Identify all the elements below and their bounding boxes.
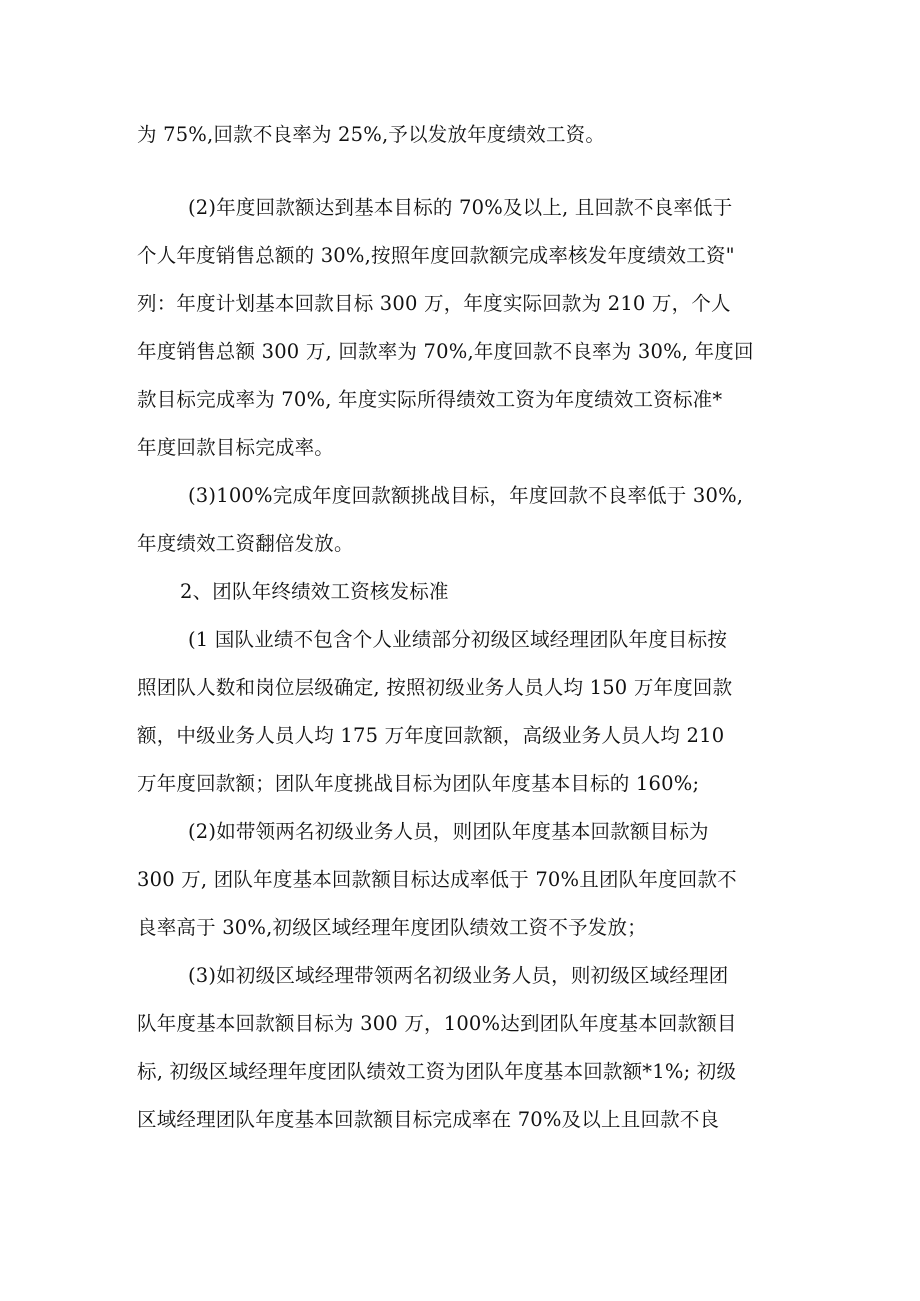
text-line: (3)100%完成年度回款额挑战目标，年度回款不良率低于 30%, — [188, 484, 744, 507]
text-line: 队年度基本回款额目标为 300 万，100%达到团队年度基本回款额目 — [137, 1012, 737, 1035]
text-line: (2)年度回款额达到基本目标的 70%及以上, 且回款不良率低于 — [188, 196, 733, 219]
text-line: 良率高于 30%,初级区域经理年度团队绩效工资不予发放； — [137, 916, 647, 939]
text-line: 标, 初级区域经理年度团队绩效工资为团队年度基本回款额*1%; 初级 — [137, 1060, 737, 1083]
text-line: 300 万, 团队年度基本回款额目标达成率低于 70%且团队年度回款不 — [137, 868, 737, 891]
text-line: 万年度回款额；团队年度挑战目标为团队年度基本目标的 160%; — [137, 772, 700, 795]
text-line: (1 国队业绩不包含个人业绩部分初级区域经理团队年度目标按 — [188, 628, 728, 651]
text-line: 照团队人数和岗位层级确定, 按照初级业务人员人均 150 万年度回款 — [137, 676, 733, 699]
text-line: 区域经理团队年度基本回款额目标完成率在 70%及以上且回款不良 — [137, 1108, 720, 1131]
section-heading: 2、团队年终绩效工资核发标准 — [180, 580, 449, 603]
text-line: 年度绩效工资翻倍发放。 — [137, 532, 354, 555]
text-line: 年度销售总额 300 万, 回款率为 70%,年度回款不良率为 30%, 年度回 — [137, 340, 754, 363]
text-line: 款目标完成率为 70%, 年度实际所得绩效工资为年度绩效工资标准* — [137, 388, 723, 411]
text-line: 年度回款目标完成率。 — [137, 436, 335, 459]
text-line: 列：年度计划基本回款目标 300 万，年度实际回款为 210 万，个人 — [137, 292, 731, 315]
text-line: (3)如初级区域经理带领两名初级业务人员，则初级区域经理团 — [188, 964, 729, 987]
text-line: (2)如带领两名初级业务人员，则团队年度基本回款额目标为 — [188, 820, 709, 843]
text-line: 个人年度销售总额的 30%,按照年度回款额完成率核发年度绩效工资" — [137, 244, 735, 267]
text-line: 额，中级业务人员人均 175 万年度回款额，高级业务人员人均 210 — [137, 724, 725, 747]
text-line: 为 75%,回款不良率为 25%,予以发放年度绩效工资。 — [137, 123, 606, 146]
